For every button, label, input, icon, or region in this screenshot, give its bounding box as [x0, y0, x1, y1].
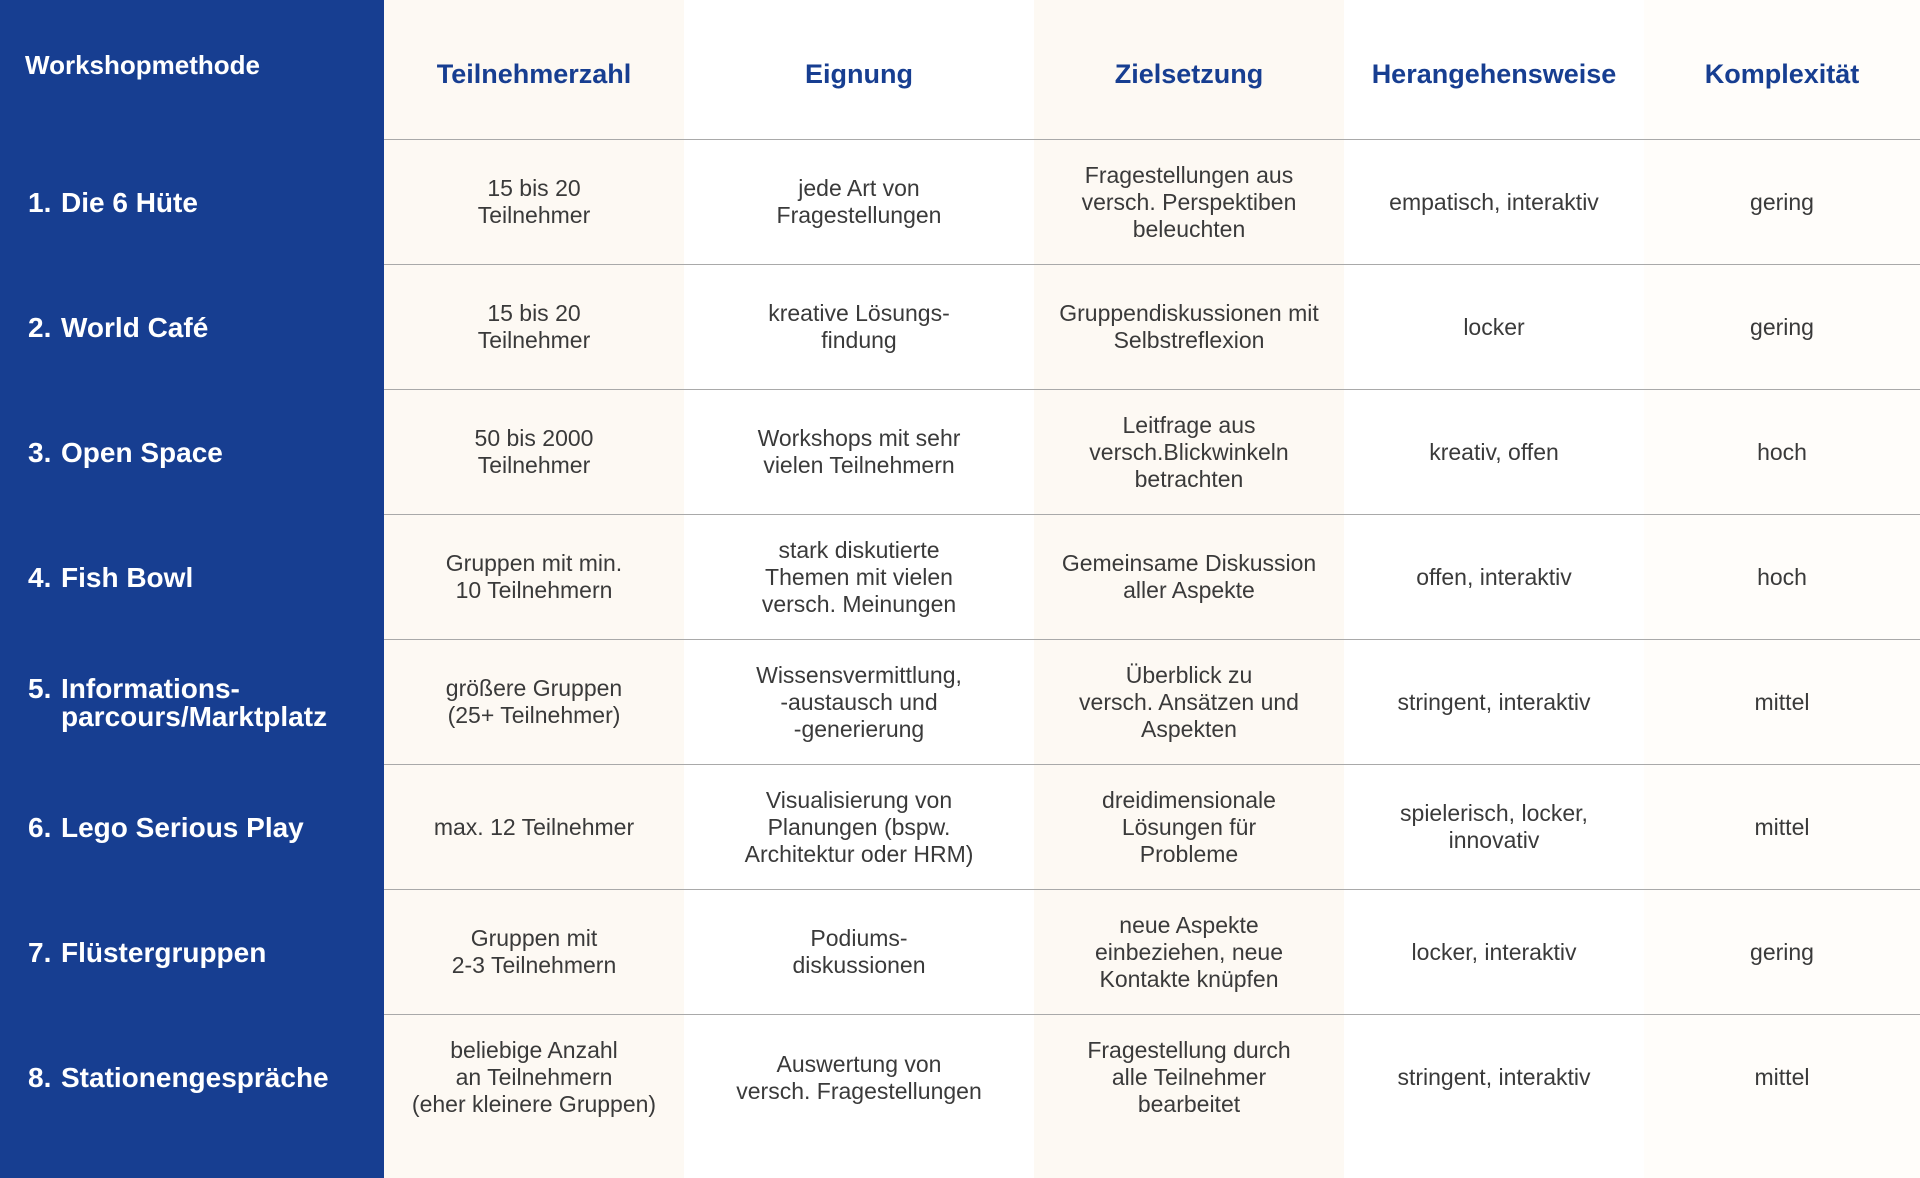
- method-label: Flüstergruppen: [61, 936, 267, 968]
- method-name: [0, 265, 384, 390]
- method-label: Die 6 Hüte: [61, 186, 198, 218]
- method-name: [0, 140, 384, 265]
- header-suitability: Eignung: [684, 0, 1034, 140]
- participants-cell: Gruppen mit 2-3 Teilnehmern: [384, 890, 684, 1015]
- suitability-cell: Visualisierung von Planungen (bspw. Architektur oder HRM): [684, 765, 1034, 890]
- suitability-cell: kreative Lösungs- findung: [684, 265, 1034, 390]
- suitability-cell: jede Art von Fragestellungen: [684, 140, 1034, 265]
- objective-cell: Gemeinsame Diskussion aller Aspekte: [1034, 515, 1344, 640]
- method-name: [0, 640, 384, 765]
- complexity-cell: gering: [1644, 265, 1920, 390]
- header-method: Workshopmethode: [25, 50, 260, 80]
- objective-cell: Gruppendiskussionen mit Selbstreflexion: [1034, 265, 1344, 390]
- method-name: [0, 890, 384, 1015]
- complexity-cell: gering: [1644, 890, 1920, 1015]
- approach-cell: stringent, interaktiv: [1397, 1064, 1591, 1090]
- method-number: 8.: [28, 1061, 52, 1093]
- approach-cell: locker: [1344, 265, 1644, 390]
- complexity-cell: hoch: [1644, 515, 1920, 640]
- method-name: [0, 515, 384, 640]
- approach-cell: empatisch, interaktiv: [1344, 140, 1644, 265]
- complexity-cell: mittel: [1754, 1064, 1810, 1090]
- complexity-cell: gering: [1644, 140, 1920, 265]
- header-approach: Herangehensweise: [1344, 0, 1644, 140]
- method-label: World Café: [61, 311, 209, 343]
- objective-cell: Überblick zu versch. Ansätzen und Aspekten: [1034, 640, 1344, 765]
- approach-cell: kreativ, offen: [1344, 390, 1644, 515]
- suitability-cell: Auswertung von versch. Fragestellungen: [736, 1050, 982, 1104]
- approach-cell: offen, interaktiv: [1344, 515, 1644, 640]
- approach-cell: stringent, interaktiv: [1344, 640, 1644, 765]
- method-label: Stationengespräche: [61, 1061, 329, 1093]
- method-label: Informations-parcours/Marktplatz: [61, 672, 328, 732]
- method-label: Fish Bowl: [61, 561, 194, 593]
- participants-cell: 50 bis 2000 Teilnehmer: [384, 390, 684, 515]
- objective-cell: neue Aspekte einbeziehen, neue Kontakte knüpfen: [1034, 890, 1344, 1015]
- objective-cell: Fragestellung durch alle Teilnehmer bearbeitet: [1087, 1037, 1291, 1117]
- method-label: Lego Serious Play: [61, 811, 304, 843]
- suitability-cell: Wissensvermittlung, -austausch und -generierung: [684, 640, 1034, 765]
- method-number: 4.: [28, 561, 52, 593]
- participants-cell: beliebige Anzahl an Teilnehmern (eher kleinere Gruppen): [411, 1037, 657, 1117]
- method-number: 3.: [28, 436, 52, 468]
- participants-cell: max. 12 Teilnehmer: [384, 765, 684, 890]
- participants-cell: 15 bis 20 Teilnehmer: [384, 140, 684, 265]
- method-number: 1.: [28, 186, 52, 218]
- header-complexity: Komplexität: [1644, 0, 1920, 140]
- method-label: Open Space: [61, 436, 223, 468]
- header-objective: Zielsetzung: [1034, 0, 1344, 140]
- complexity-cell: mittel: [1644, 765, 1920, 890]
- complexity-cell: hoch: [1644, 390, 1920, 515]
- approach-cell: spielerisch, locker, innovativ: [1344, 765, 1644, 890]
- participants-cell: Gruppen mit min. 10 Teilnehmern: [384, 515, 684, 640]
- method-name: [0, 1015, 384, 1140]
- method-number: 2.: [28, 311, 52, 343]
- suitability-cell: Workshops mit sehr vielen Teilnehmern: [684, 390, 1034, 515]
- method-name: [0, 765, 384, 890]
- participants-cell: 15 bis 20 Teilnehmer: [384, 265, 684, 390]
- suitability-cell: Podiums- diskussionen: [684, 890, 1034, 1015]
- method-number: 7.: [28, 936, 52, 968]
- objective-cell: dreidimensionale Lösungen für Probleme: [1034, 765, 1344, 890]
- objective-cell: Fragestellungen aus versch. Perspektiben beleuchten: [1034, 140, 1344, 265]
- participants-cell: größere Gruppen (25+ Teilnehmer): [384, 640, 684, 765]
- suitability-cell: stark diskutierte Themen mit vielen versch. Meinungen: [684, 515, 1034, 640]
- method-name: [0, 390, 384, 515]
- objective-cell: Leitfrage aus versch.Blickwinkeln betrachten: [1034, 390, 1344, 515]
- method-number: 5.: [28, 672, 52, 704]
- method-number: 6.: [28, 811, 52, 843]
- approach-cell: locker, interaktiv: [1344, 890, 1644, 1015]
- header-participants: Teilnehmerzahl: [384, 0, 684, 140]
- complexity-cell: mittel: [1644, 640, 1920, 765]
